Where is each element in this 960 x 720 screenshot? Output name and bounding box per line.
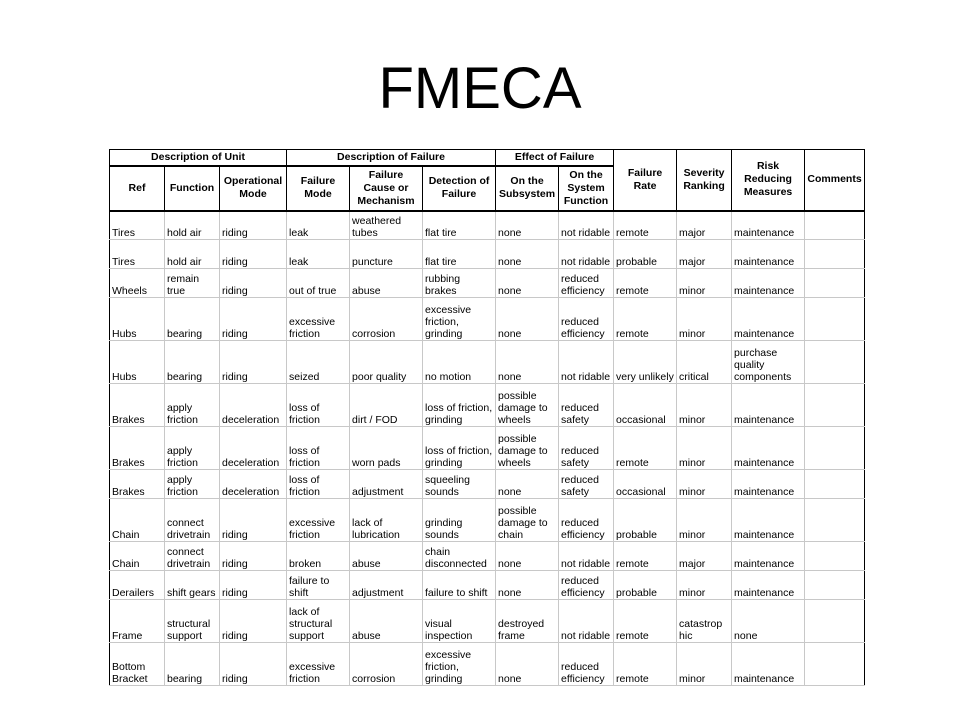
cell-detection[interactable]: loss of friction, grinding xyxy=(423,427,496,470)
cell-function[interactable]: shift gears xyxy=(165,571,220,600)
cell-ref[interactable]: Bottom Bracket xyxy=(110,643,165,686)
col-ref: Ref xyxy=(110,166,165,211)
col-failure-rate: Failure Rate xyxy=(614,150,677,211)
cell-detection[interactable]: failure to shift xyxy=(423,571,496,600)
cell-severity[interactable]: major xyxy=(677,240,732,269)
cell-failure-cause[interactable]: adjustment xyxy=(350,571,423,600)
col-on-the-system-function: On the System Function xyxy=(559,166,614,211)
cell-on-subsystem[interactable]: possible damage to wheels xyxy=(496,427,559,470)
cell-risk-measures[interactable]: maintenance xyxy=(732,643,805,686)
cell-function[interactable]: structural support xyxy=(165,600,220,643)
cell-failure-rate[interactable]: probable xyxy=(614,499,677,542)
cell-failure-mode[interactable]: leak xyxy=(287,211,350,240)
cell-operational-mode[interactable]: riding xyxy=(220,643,287,686)
cell-ref[interactable]: Chain xyxy=(110,499,165,542)
cell-on-system-function[interactable]: reduced safety xyxy=(559,427,614,470)
cell-on-subsystem[interactable]: none xyxy=(496,341,559,384)
cell-function[interactable]: remain true xyxy=(165,269,220,298)
cell-severity[interactable]: minor xyxy=(677,643,732,686)
cell-failure-rate[interactable]: occasional xyxy=(614,470,677,499)
cell-severity[interactable]: minor xyxy=(677,384,732,427)
table-row xyxy=(110,643,865,686)
cell-operational-mode[interactable]: deceleration xyxy=(220,470,287,499)
cell-on-system-function[interactable]: not ridable xyxy=(559,600,614,643)
group-description-of-unit: Description of Unit xyxy=(110,150,287,166)
cell-operational-mode[interactable]: riding xyxy=(220,240,287,269)
cell-detection[interactable]: excessive friction, grinding xyxy=(423,643,496,686)
col-on-the-subsystem: On the Subsystem xyxy=(496,166,559,211)
cell-operational-mode[interactable]: riding xyxy=(220,571,287,600)
table-row xyxy=(110,341,865,384)
cell-failure-rate[interactable]: probable xyxy=(614,240,677,269)
table-row xyxy=(110,499,865,542)
cell-on-subsystem[interactable]: possible damage to chain xyxy=(496,499,559,542)
cell-ref[interactable]: Brakes xyxy=(110,384,165,427)
cell-comments[interactable] xyxy=(805,269,865,298)
cell-detection[interactable]: loss of friction, grinding xyxy=(423,384,496,427)
cell-risk-measures[interactable]: purchase quality components xyxy=(732,341,805,384)
cell-failure-mode[interactable]: excessive friction xyxy=(287,499,350,542)
cell-ref[interactable]: Hubs xyxy=(110,298,165,341)
cell-function[interactable]: apply friction xyxy=(165,470,220,499)
cell-comments[interactable] xyxy=(805,427,865,470)
cell-failure-mode[interactable]: excessive friction xyxy=(287,298,350,341)
fmeca-table xyxy=(109,149,865,686)
cell-failure-cause[interactable]: abuse xyxy=(350,269,423,298)
cell-severity[interactable]: major xyxy=(677,542,732,571)
cell-function[interactable]: apply friction xyxy=(165,384,220,427)
col-function: Function xyxy=(165,166,220,211)
cell-severity[interactable]: minor xyxy=(677,499,732,542)
cell-failure-cause[interactable]: abuse xyxy=(350,600,423,643)
cell-on-subsystem[interactable]: none xyxy=(496,298,559,341)
cell-on-subsystem[interactable]: none xyxy=(496,542,559,571)
col-comments: Comments xyxy=(805,150,865,211)
cell-comments[interactable] xyxy=(805,571,865,600)
cell-risk-measures[interactable]: maintenance xyxy=(732,427,805,470)
cell-failure-cause[interactable]: worn pads xyxy=(350,427,423,470)
cell-comments[interactable] xyxy=(805,384,865,427)
cell-operational-mode[interactable]: deceleration xyxy=(220,384,287,427)
table-row xyxy=(110,269,865,298)
cell-on-system-function[interactable]: reduced efficiency xyxy=(559,571,614,600)
cell-risk-measures[interactable]: maintenance xyxy=(732,499,805,542)
col-severity-ranking: Severity Ranking xyxy=(677,150,732,211)
cell-failure-mode[interactable]: broken xyxy=(287,542,350,571)
cell-detection[interactable]: rubbing brakes xyxy=(423,269,496,298)
col-operational-mode: Operational Mode xyxy=(220,166,287,211)
table-row xyxy=(110,211,865,240)
cell-failure-rate[interactable]: remote xyxy=(614,643,677,686)
cell-risk-measures[interactable]: maintenance xyxy=(732,211,805,240)
cell-on-system-function[interactable]: reduced safety xyxy=(559,470,614,499)
cell-severity[interactable]: major xyxy=(677,211,732,240)
cell-on-subsystem[interactable]: destroyed frame xyxy=(496,600,559,643)
cell-comments[interactable] xyxy=(805,341,865,384)
cell-failure-cause[interactable]: corrosion xyxy=(350,643,423,686)
cell-failure-rate[interactable]: very unlikely xyxy=(614,341,677,384)
cell-on-subsystem[interactable]: none xyxy=(496,571,559,600)
cell-comments[interactable] xyxy=(805,600,865,643)
cell-severity[interactable]: minor xyxy=(677,269,732,298)
cell-failure-rate[interactable]: remote xyxy=(614,269,677,298)
cell-severity[interactable]: minor xyxy=(677,427,732,470)
cell-operational-mode[interactable]: riding xyxy=(220,211,287,240)
cell-detection[interactable]: visual inspection xyxy=(423,600,496,643)
cell-operational-mode[interactable]: riding xyxy=(220,600,287,643)
cell-failure-rate[interactable]: remote xyxy=(614,427,677,470)
cell-ref[interactable]: Derailers xyxy=(110,571,165,600)
table-row xyxy=(110,542,865,571)
cell-ref[interactable]: Tires xyxy=(110,240,165,269)
cell-comments[interactable] xyxy=(805,470,865,499)
col-risk-reducing-measures: Risk Reducing Measures xyxy=(732,150,805,211)
cell-operational-mode[interactable]: riding xyxy=(220,341,287,384)
cell-failure-rate[interactable]: remote xyxy=(614,211,677,240)
cell-detection[interactable]: squeeling sounds xyxy=(423,470,496,499)
cell-failure-mode[interactable]: loss of friction xyxy=(287,470,350,499)
col-failure-mode: Failure Mode xyxy=(287,166,350,211)
table-row xyxy=(110,240,865,269)
table-row xyxy=(110,571,865,600)
cell-on-subsystem[interactable]: none xyxy=(496,269,559,298)
cell-comments[interactable] xyxy=(805,499,865,542)
cell-function[interactable]: connect drivetrain xyxy=(165,499,220,542)
cell-severity[interactable]: minor xyxy=(677,470,732,499)
spreadsheet-view xyxy=(109,149,869,689)
cell-risk-measures[interactable]: none xyxy=(732,600,805,643)
cell-ref[interactable]: Wheels xyxy=(110,269,165,298)
table-row xyxy=(110,600,865,643)
cell-operational-mode[interactable]: deceleration xyxy=(220,427,287,470)
cell-failure-mode[interactable]: lack of structural support xyxy=(287,600,350,643)
cell-failure-cause[interactable]: corrosion xyxy=(350,298,423,341)
cell-failure-rate[interactable]: occasional xyxy=(614,384,677,427)
cell-severity[interactable]: critical xyxy=(677,341,732,384)
cell-risk-measures[interactable]: maintenance xyxy=(732,298,805,341)
cell-severity[interactable]: minor xyxy=(677,298,732,341)
cell-failure-mode[interactable]: failure to shift xyxy=(287,571,350,600)
cell-detection[interactable]: grinding sounds xyxy=(423,499,496,542)
cell-on-system-function[interactable]: reduced efficiency xyxy=(559,269,614,298)
cell-ref[interactable]: Tires xyxy=(110,211,165,240)
table-row xyxy=(110,384,865,427)
cell-on-system-function[interactable]: reduced efficiency xyxy=(559,643,614,686)
cell-on-system-function[interactable]: not ridable xyxy=(559,341,614,384)
cell-risk-measures[interactable]: maintenance xyxy=(732,269,805,298)
cell-ref[interactable]: Chain xyxy=(110,542,165,571)
cell-function[interactable]: bearing xyxy=(165,643,220,686)
cell-failure-cause[interactable]: dirt / FOD xyxy=(350,384,423,427)
cell-risk-measures[interactable]: maintenance xyxy=(732,542,805,571)
fmeca-body xyxy=(110,211,865,686)
cell-function[interactable]: bearing xyxy=(165,298,220,341)
cell-operational-mode[interactable]: riding xyxy=(220,499,287,542)
cell-on-system-function[interactable]: not ridable xyxy=(559,240,614,269)
header-group-row xyxy=(110,150,865,166)
cell-on-subsystem[interactable]: none xyxy=(496,643,559,686)
cell-comments[interactable] xyxy=(805,211,865,240)
cell-function[interactable]: hold air xyxy=(165,240,220,269)
cell-failure-cause[interactable]: abuse xyxy=(350,542,423,571)
cell-risk-measures[interactable]: maintenance xyxy=(732,240,805,269)
cell-function[interactable]: hold air xyxy=(165,211,220,240)
cell-function[interactable]: apply friction xyxy=(165,427,220,470)
cell-operational-mode[interactable]: riding xyxy=(220,298,287,341)
cell-comments[interactable] xyxy=(805,643,865,686)
cell-failure-rate[interactable]: remote xyxy=(614,600,677,643)
cell-failure-cause[interactable]: adjustment xyxy=(350,470,423,499)
group-description-of-failure: Description of Failure xyxy=(287,150,496,166)
cell-failure-cause[interactable]: weathered tubes xyxy=(350,211,423,240)
cell-failure-mode[interactable]: loss of friction xyxy=(287,384,350,427)
cell-risk-measures[interactable]: maintenance xyxy=(732,571,805,600)
cell-on-system-function[interactable]: not ridable xyxy=(559,211,614,240)
cell-ref[interactable]: Hubs xyxy=(110,341,165,384)
cell-failure-rate[interactable]: remote xyxy=(614,542,677,571)
cell-comments[interactable] xyxy=(805,240,865,269)
cell-ref[interactable]: Frame xyxy=(110,600,165,643)
slide-title: FMECA xyxy=(378,56,582,121)
col-failure-cause: Failure Cause or Mechanism xyxy=(350,166,423,211)
cell-on-system-function[interactable]: reduced safety xyxy=(559,384,614,427)
cell-detection[interactable]: chain disconnected xyxy=(423,542,496,571)
col-detection-of-failure: Detection of Failure xyxy=(423,166,496,211)
cell-on-subsystem[interactable]: possible damage to wheels xyxy=(496,384,559,427)
cell-detection[interactable]: excessive friction, grinding xyxy=(423,298,496,341)
cell-risk-measures[interactable]: maintenance xyxy=(732,470,805,499)
table-row xyxy=(110,298,865,341)
cell-detection[interactable]: flat tire xyxy=(423,240,496,269)
cell-failure-mode[interactable]: loss of friction xyxy=(287,427,350,470)
cell-failure-mode[interactable]: leak xyxy=(287,240,350,269)
cell-severity[interactable]: minor xyxy=(677,571,732,600)
cell-failure-mode[interactable]: excessive friction xyxy=(287,643,350,686)
cell-on-subsystem[interactable]: none xyxy=(496,470,559,499)
cell-ref[interactable]: Brakes xyxy=(110,470,165,499)
cell-on-system-function[interactable]: reduced efficiency xyxy=(559,499,614,542)
cell-severity[interactable]: catastrop hic xyxy=(677,600,732,643)
cell-function[interactable]: connect drivetrain xyxy=(165,542,220,571)
cell-on-subsystem[interactable]: none xyxy=(496,240,559,269)
cell-on-subsystem[interactable]: none xyxy=(496,211,559,240)
cell-detection[interactable]: flat tire xyxy=(423,211,496,240)
table-row xyxy=(110,427,865,470)
cell-ref[interactable]: Brakes xyxy=(110,427,165,470)
group-effect-of-failure: Effect of Failure xyxy=(496,150,614,166)
cell-failure-mode[interactable]: seized xyxy=(287,341,350,384)
cell-function[interactable]: bearing xyxy=(165,341,220,384)
cell-failure-cause[interactable]: poor quality xyxy=(350,341,423,384)
cell-failure-mode[interactable]: out of true xyxy=(287,269,350,298)
cell-failure-cause[interactable]: puncture xyxy=(350,240,423,269)
cell-comments[interactable] xyxy=(805,298,865,341)
cell-risk-measures[interactable]: maintenance xyxy=(732,384,805,427)
cell-on-system-function[interactable]: not ridable xyxy=(559,542,614,571)
cell-comments[interactable] xyxy=(805,542,865,571)
cell-operational-mode[interactable]: riding xyxy=(220,542,287,571)
cell-operational-mode[interactable]: riding xyxy=(220,269,287,298)
cell-failure-rate[interactable]: probable xyxy=(614,571,677,600)
cell-failure-cause[interactable]: lack of lubrication xyxy=(350,499,423,542)
cell-failure-rate[interactable]: remote xyxy=(614,298,677,341)
cell-detection[interactable]: no motion xyxy=(423,341,496,384)
cell-on-system-function[interactable]: reduced efficiency xyxy=(559,298,614,341)
table-row xyxy=(110,470,865,499)
